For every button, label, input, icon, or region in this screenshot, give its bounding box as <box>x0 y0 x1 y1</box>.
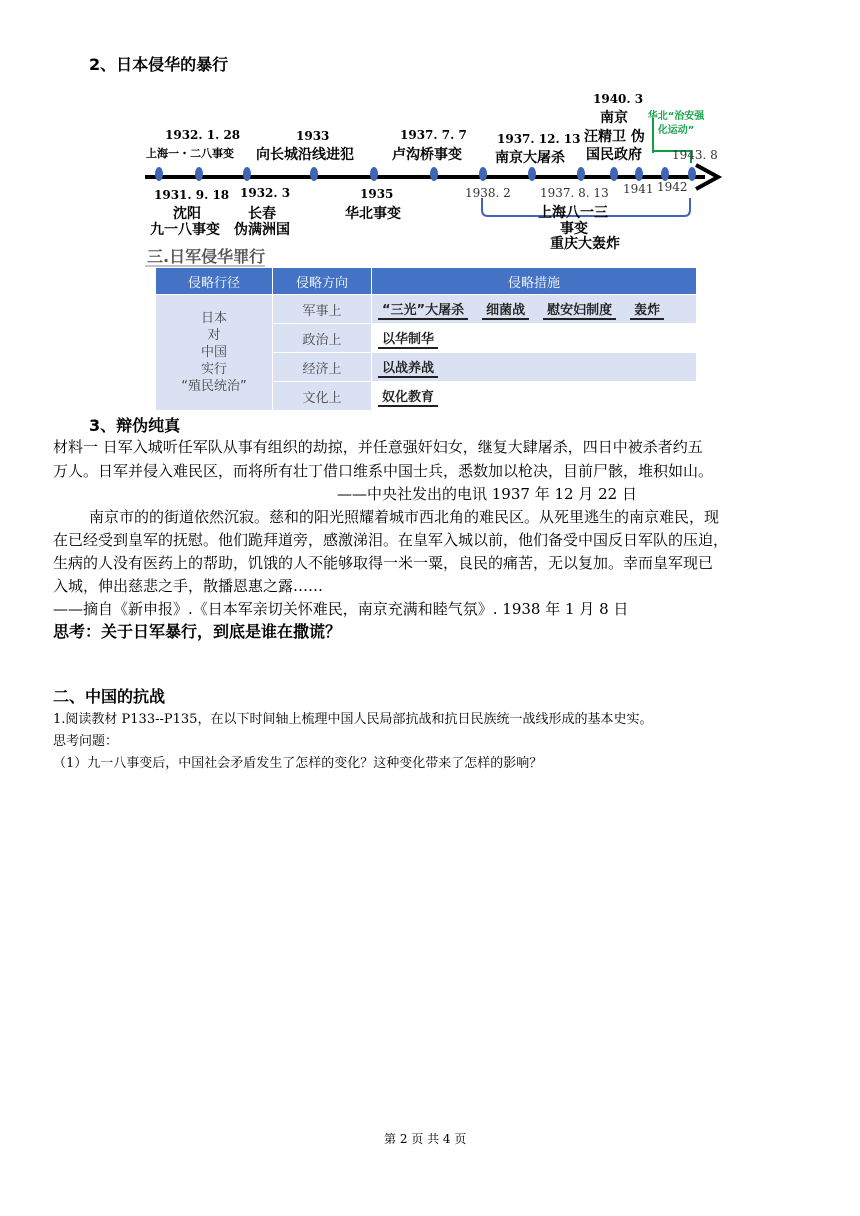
think-label: 思考问题： <box>53 734 119 749</box>
event-label: 南京 <box>600 110 628 126</box>
green-label: 华北“治安强化运动” <box>647 111 705 136</box>
range-label: 上海八一三 <box>538 205 608 221</box>
date-1938: 1938. 2 <box>465 186 511 200</box>
left-cell-line: 中国 <box>200 345 227 360</box>
measures-cell <box>372 353 697 382</box>
measures-cell <box>372 382 697 411</box>
measures-cell <box>372 295 697 324</box>
event-label: 华北事变 <box>345 206 401 222</box>
material2-line: 生病的人没有医药上的帮助，饥饿的人不能够取得一米一粟，良民的痛苦，无以复加。幸而皇军现已 <box>53 554 714 572</box>
event-date: 1932. 1. 28 <box>165 128 241 142</box>
left-cell-line: 日本 <box>200 311 227 326</box>
event-label: 上海一・二八事变 <box>146 147 234 160</box>
question-1: （1）九一八事变后，中国社会矛盾发生了怎样的变化？这种变化带来了怎样的影响？ <box>53 756 543 771</box>
range-label: 重庆大轰炸 <box>550 236 620 252</box>
range-label: 事变 <box>560 221 588 237</box>
left-cell-line: 对 <box>207 328 221 343</box>
event-date: 1935 <box>360 187 394 201</box>
section-title-truth: 3、辩伪纯真 <box>89 416 181 435</box>
event-date: 1933 <box>296 129 330 143</box>
event-label: 沈阳 <box>173 206 201 222</box>
material1-source: ——中央社发出的电讯 1937 年 12 月 22 日 <box>337 485 637 503</box>
instruction-item: 1.阅读教材 P133--P135，在以下时间轴上梳理中国人民局部抗战和抗日民族统一战线形成的基本史实。 <box>53 712 653 727</box>
direction-cell: 政治上 <box>273 324 372 353</box>
date-1943: 1943. 8 <box>672 148 718 162</box>
table-header: 侵略行径 <box>156 268 273 295</box>
event-label: 汪精卫 伪 <box>584 129 645 145</box>
left-cell-line: “殖民统治” <box>181 379 247 394</box>
event-label: 伪满洲国 <box>234 222 290 238</box>
page-number: 第 2 页 共 4 页 <box>384 1132 467 1146</box>
direction-cell: 文化上 <box>273 382 372 411</box>
think-question: 思考：关于日军暴行，到底是谁在撒谎？ <box>53 622 342 641</box>
material2-line: 南京市的的街道依然沉寂。慈和的阳光照耀着城市西北角的难民区。从死里逃生的南京难民，现 <box>89 508 720 526</box>
measure: 轰炸 <box>630 299 664 320</box>
material2-line: 入城，伸出慈悲之手，散播恩惠之露…… <box>53 577 324 595</box>
measures-cell <box>372 324 697 353</box>
direction-cell: 经济上 <box>273 353 372 382</box>
event-label: 长春 <box>248 206 276 222</box>
material1-line: 材料一 日军入城听任军队从事有组织的劫掠，并任意强奸妇女，继复大肆屠杀，四日中被杀者约五 <box>53 438 703 456</box>
event-date: 1937. 12. 13 <box>497 132 581 146</box>
material2-line: 在已经受到皇军的抚慰。他们跪拜道旁，感激涕泪。在皇军入城以前，他们备受中国反日军队的压迫， <box>53 531 729 549</box>
table-header: 侵略措施 <box>372 268 697 295</box>
material1-line: 万人。日军并侵入难民区，而将所有壮丁借口维系中国士兵，悉数加以枪决，目前尸骸，堆积如山。 <box>53 462 714 480</box>
table-header-row <box>156 268 697 295</box>
event-date: 1931. 9. 18 <box>154 188 230 202</box>
table-row <box>156 295 697 324</box>
event-date: 1940. 3 <box>593 92 644 106</box>
event-date: 1932. 3 <box>240 186 291 200</box>
measure: 以华制华 <box>378 328 438 349</box>
event-label: 卢沟桥事变 <box>392 147 462 163</box>
event-label: 向长城沿线进犯 <box>256 147 354 163</box>
crimes-table <box>155 267 697 411</box>
table-header: 侵略方向 <box>273 268 372 295</box>
measure: 细菌战 <box>482 299 529 320</box>
left-cell-line: 实行 <box>200 362 227 377</box>
section-title-violence: 2、日本侵华的暴行 <box>89 55 229 74</box>
left-cell <box>156 295 273 411</box>
event-date: 1937. 7. 7 <box>400 128 467 142</box>
material2-source: ——摘自《新申报》.《日本军亲切关怀难民，南京充满和睦气氛》. 1938 年 1 月 8 日 <box>53 600 629 618</box>
event-label: 九一八事变 <box>150 222 220 238</box>
date-1937-8: 1937. 8. 13 <box>540 186 609 200</box>
date-1942: 1942 <box>657 180 688 194</box>
section-title-resistance: 二、中国的抗战 <box>53 687 166 706</box>
direction-cell: 军事上 <box>273 295 372 324</box>
event-label: 南京大屠杀 <box>495 150 565 166</box>
measure: “三光”大屠杀 <box>378 299 468 320</box>
measure: 以战养战 <box>378 357 438 378</box>
measure: 慰安妇制度 <box>543 299 616 320</box>
measure: 奴化教育 <box>378 386 438 407</box>
date-1941: 1941 <box>623 182 654 196</box>
event-label: 国民政府 <box>586 147 642 163</box>
table-title: 三.日军侵华罪行 <box>147 247 266 266</box>
